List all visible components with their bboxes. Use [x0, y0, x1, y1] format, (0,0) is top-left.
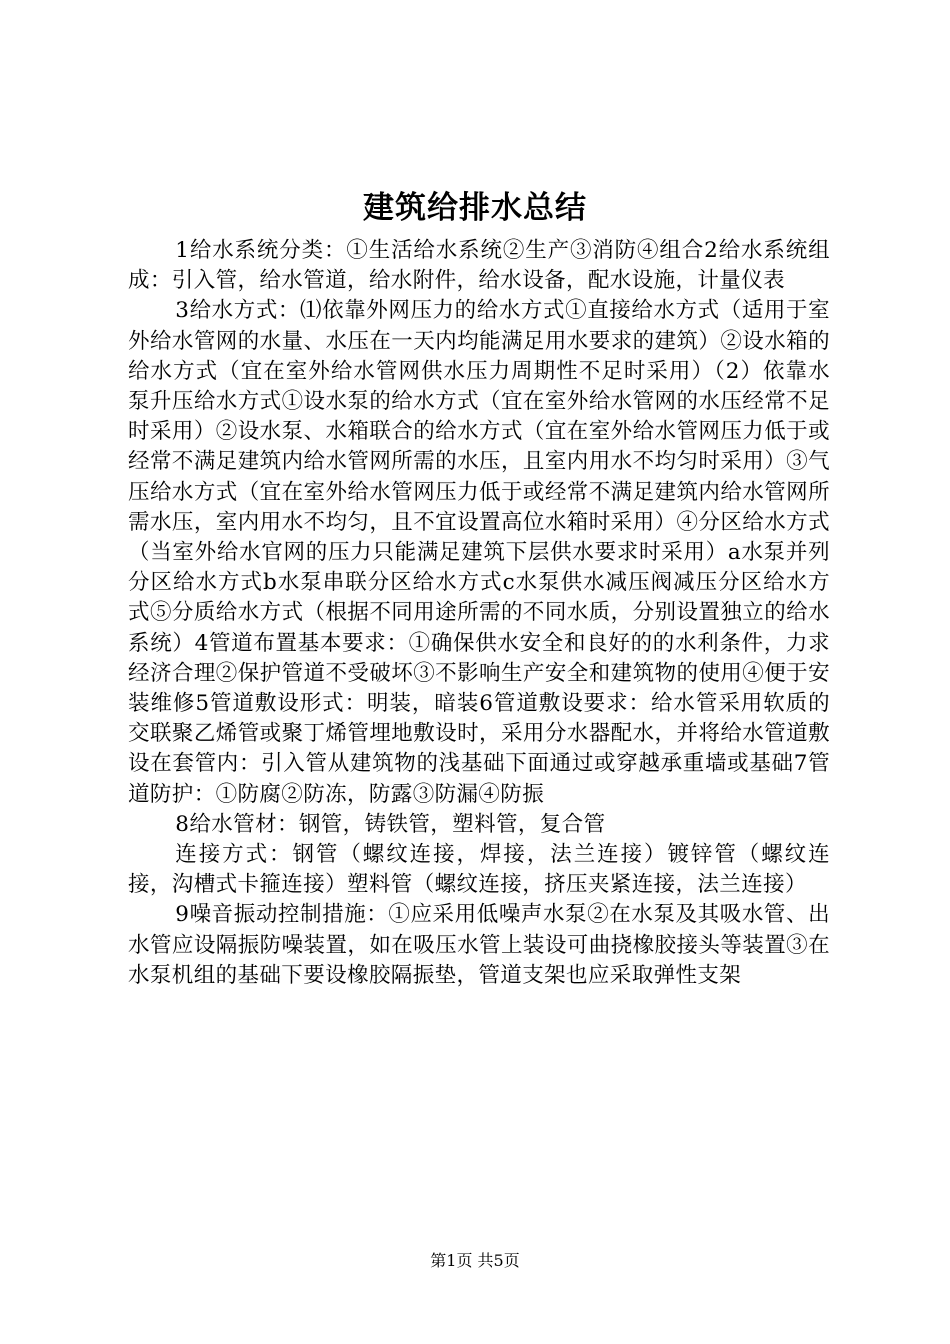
- paragraph-water-supply-methods: 3给水方式：⑴依靠外网压力的给水方式①直接给水方式（适用于室外给水管网的水量、水压在一天内均能满足用水要求的建筑）②设水箱的给水方式（宜在室外给水管网供水压力周期性不足时采用）（2）依靠水泵升压给水方式①设水泵的给水方式（宜在室外给水管网的水压经常不足时采用）②设水泵、水箱联合的给水方式（宜在室外给水管网压力低于或经常不满足建筑内给水管网所需的水压，且室内用水不均匀时采用）③气压给水方式（宜在室外给水管网压力低于或经常不满足建筑内给水管网所需水压，室内用水不均匀，且不宜设置高位水箱时采用）④分区给水方式（当室外给水官网的压力只能满足建筑下层供水要求时采用）a水泵并列分区给水方式b水泵串联分区给水方式c水泵供水减压阀减压分区给水方式⑤分质给水方式（根据不同用途所需的不同水质，分别设置独立的给水系统）4管道布置基本要求：①确保供水安全和良好的的水利条件，力求经济合理②保护管道不受破坏③不影响生产安全和建筑物的使用④便于安装维修5管道敷设形式：明装，暗装6管道敷设要求：给水管采用软质的交联聚乙烯管或聚丁烯管埋地敷设时，采用分水器配水，并将给水管道敷设在套管内：引入管从建筑物的浅基础下面通过或穿越承重墙或基础7管道防护：①防腐②防冻，防露③防漏④防振: [128, 298, 830, 807]
- paragraph-noise-vibration-control: 9噪音振动控制措施：①应采用低噪声水泵②在水泵及其吸水管、出水管应设隔振防噪装置，如在吸压水管上装设可曲挠橡胶接头等装置③在水泵机组的基础下要设橡胶隔振垫，管道支架也应采取弹性支架: [128, 902, 830, 988]
- paragraph-water-system-classification: 1给水系统分类：①生活给水系统②生产③消防④组合2给水系统组成：引入管，给水管道，给水附件，给水设备，配水设施，计量仪表: [128, 238, 830, 294]
- paragraph-connection-methods: 连接方式：钢管（螺纹连接，焊接，法兰连接）镀锌管（螺纹连接，沟槽式卡箍连接）塑料管（螺纹连接，挤压夹紧连接，法兰连接）: [128, 842, 830, 898]
- page-footer: 第1页 共5页: [430, 1251, 520, 1270]
- page-title: 建筑给排水总结: [363, 190, 587, 226]
- paragraph-pipe-materials: 8给水管材：钢管，铸铁管，塑料管，复合管: [175, 811, 606, 837]
- document-body: [128, 236, 830, 991]
